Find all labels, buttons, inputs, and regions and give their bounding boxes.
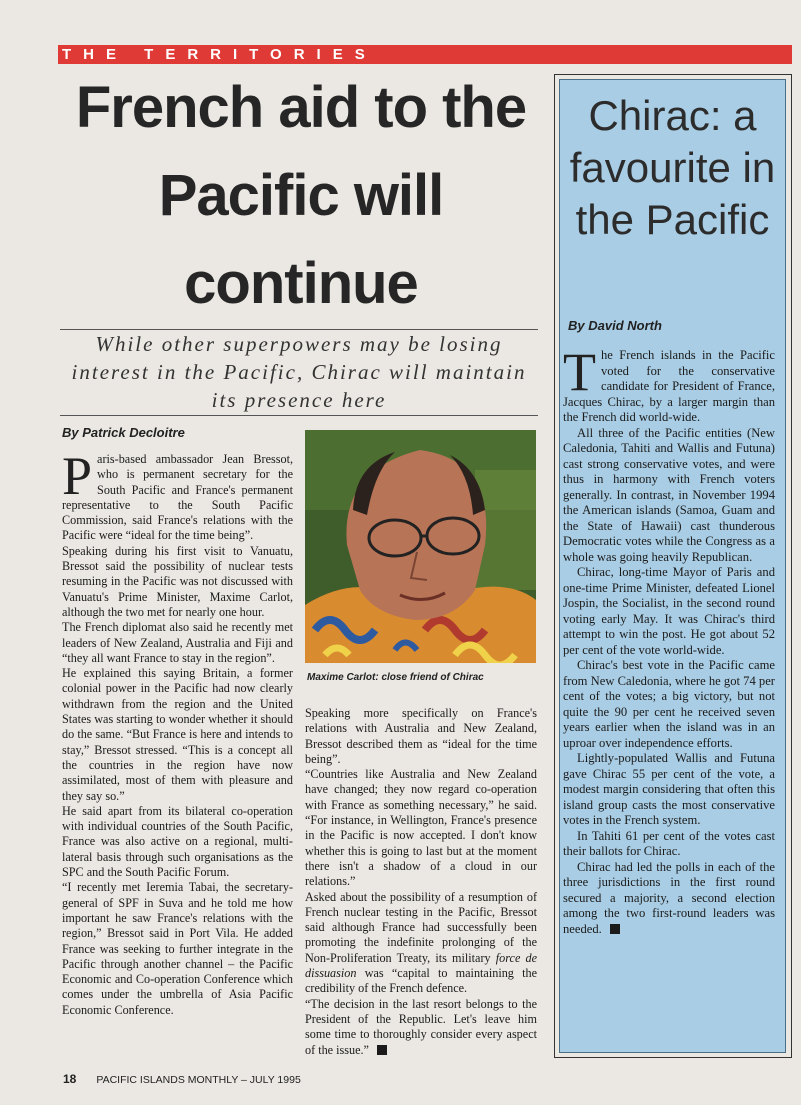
sidebar-column xyxy=(563,342,775,937)
main-paragraph-5: He said apart from its bilateral co-operation with individual countries of the South Pacific, France was also active on a regional, multi-lateral basis through such organisations as the SPC and the South Pacific Forum. xyxy=(62,803,293,880)
page-number: 18 xyxy=(63,1072,77,1086)
main-col2-paragraph-3: Asked about the possibility of a resumption of French nuclear testing in the Pacific, Bressot said although France had successfully been promoting the indefinite prolonging of the Non-Proliferation Treaty, its military force de dissuasion was “capital to maintaining the credibility of the French defence. xyxy=(305,889,538,996)
main-paragraph-1: Paris-based ambassador Jean Bressot, who is permanent secretary for the South Pacific and France's permanent representative to the South Pacific Commission, said France's relations with the Pacific were “ideal for the time being”. xyxy=(62,446,293,543)
photo-caption: Maxime Carlot: close friend of Chirac xyxy=(307,672,484,683)
main-col2-paragraph-1: Speaking more specifically on France's relations with Australia and New Zealand, Bressot described them as “ideal for the time being”. xyxy=(305,706,537,766)
main-column-2 xyxy=(305,706,537,1058)
sidebar-paragraph-2: All three of the Pacific entities (New Caledonia, Tahiti and Wallis and Futuna) cast strong conservative votes, and were thus in harmony with French voters generally. In contrast, in November 1994 the American islands (Samoa, Guam and the State of Hawaii) cast thunderous Democratic votes while the Congress as a whole was going heavily Republican. xyxy=(563,425,775,564)
italic-phrase: force de dissuasion xyxy=(305,950,538,981)
sidebar-paragraph-5: Lightly-populated Wallis and Futuna gave Chirac 55 per cent of the vote, a modest margin considering that often this island group casts the most conservative votes in the French system. xyxy=(563,751,775,827)
end-mark xyxy=(377,1045,387,1055)
sidebar-byline: By David North xyxy=(568,318,662,333)
main-paragraph-2: Speaking during his first visit to Vanuatu, Bressot said the possibility of nuclear tests resuming in the Pacific was not discussed with Vanuatu's Prime Minister, Maxime Carlot, although the two met for nearly one hour. xyxy=(62,543,293,619)
sidebar-paragraph-4: Chirac's best vote in the Pacific came from New Caledonia, where he got 74 per cent of the votes; a big victory, but not quite the 90 per cent he received seven years earlier when the island was in an uproar over independence efforts. xyxy=(563,658,775,750)
main-dropcap: P xyxy=(62,446,93,506)
section-kicker: THE TERRITORIES xyxy=(58,45,792,64)
publication-line: PACIFIC ISLANDS MONTHLY – JULY 1995 xyxy=(96,1074,301,1086)
portrait-photo xyxy=(305,430,536,663)
main-col2-paragraph-2: “Countries like Australia and New Zealand have changed; they now regard co-operation with France as something necessary,” he said. “For instance, in Wellington, France's presence in the Pacific is now accepted. I don't know whether this is going to last but at the moment there isn't a shadow of a cloud in our relations.” xyxy=(305,767,537,889)
sidebar-paragraph-6: In Tahiti 61 per cent of the votes cast their ballots for Chirac. xyxy=(563,828,775,858)
headline: French aid to the Pacific will continue xyxy=(75,75,527,316)
portrait-illustration xyxy=(305,430,536,663)
sidebar-dropcap: T xyxy=(563,342,596,402)
sidebar-paragraph-1: The French islands in the Pacific voted for the conservative candidate for President of France, Jacques Chirac, by a larger margin than the French did world-wide. xyxy=(563,342,775,424)
standfirst-bottom-rule xyxy=(60,415,538,416)
sidebar-end-mark xyxy=(610,924,620,934)
sidebar-title: Chirac: a favourite in the Pacific xyxy=(569,92,776,243)
main-col2-paragraph-4: “The decision in the last resort belongs to the President of the Republic. Let's leave him some time to thoroughly consider every aspect of the issue.” xyxy=(305,996,537,1057)
sidebar-paragraph-3: Chirac, long-time Mayor of Paris and one-time Prime Minister, defeated Lionel Jospin, the Socialist, in the second round voting early May. It was Chirac's third attempt to win the post. He got about 52 per cent of the vote world-wide. xyxy=(563,565,775,657)
main-paragraph-3: The French diplomat also said he recently met leaders of New Zealand, Australia and Fiji and “they all want France to stay in the region”. xyxy=(62,620,293,665)
main-paragraph-4: He explained this saying Britain, a former colonial power in the Pacific had now clearly withdrawn from the region and the United States was starting to wonder whether it should do the same. “But France is here and intends to stay,” Bressot stressed. “This is a concept all the countries in the region have now assimilated, most of them with pleasure and they say so.” xyxy=(62,666,293,803)
sidebar-paragraph-7: Chirac had led the polls in each of the three jurisdictions in the first round secured a majority, a second election among the two first-round leaders was needed. xyxy=(563,859,775,936)
main-byline: By Patrick Decloitre xyxy=(62,425,185,440)
main-column-1 xyxy=(62,446,293,1018)
standfirst: While other superpowers may be losing interest in the Pacific, Chirac will maintain its presence here xyxy=(71,332,527,412)
main-paragraph-6: “I recently met Ieremia Tabai, the secretary-general of SPF in Suva and he told me how important he saw France's relations with the region,” Bressot said in Port Vila. He added France was seeking to further integrate in the Pacific through another channel – the Pacific Economic and Co-operation Conference which comes under the umbrella of Asia Pacific Economic Conference. xyxy=(62,880,293,1017)
page-footer xyxy=(63,1072,301,1086)
